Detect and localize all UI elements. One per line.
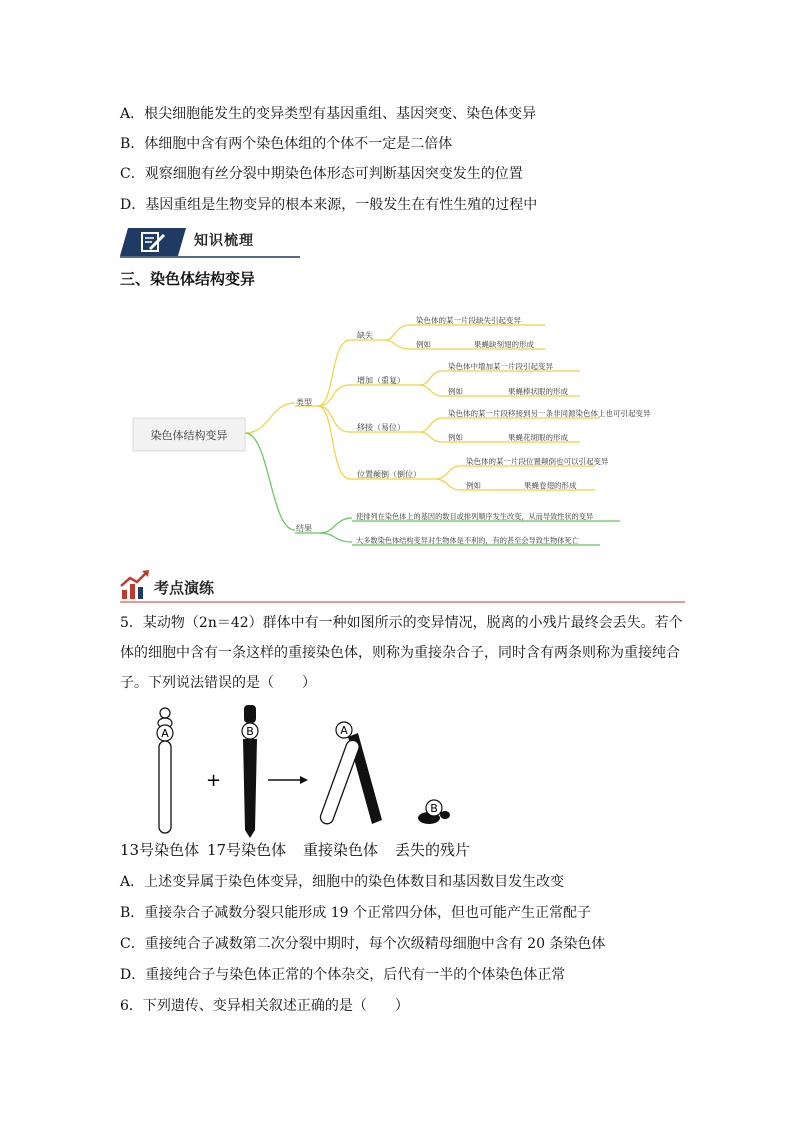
q5-option-a: A．上述变异属于染色体变异，细胞中的染色体数目和基因数目发生改变 <box>120 874 565 890</box>
q5-option-c: C．重接纯合子减数第二次分裂中期时，每个次级精母细胞中含有 20 条染色体 <box>120 936 606 952</box>
inversion-definition: 染色体的某一片段位置颠倒也可以引起变异 <box>466 457 609 466</box>
duplication-example: 果蝇棒状眼的形成 <box>508 387 568 396</box>
caption-fused: 重接染色体 <box>303 841 379 859</box>
deletion-definition: 染色体的某一片段缺失引起变异 <box>416 316 521 325</box>
result-1: 使排列在染色体上的基因的数目或排列顺序发生改变，从而导致性状的变异 <box>356 512 594 521</box>
label-b: B <box>246 725 254 738</box>
caption-chr17: 17号染色体 <box>207 841 287 859</box>
lost-fragment <box>418 800 450 824</box>
chromosome-17 <box>242 705 258 838</box>
arrow-right-icon <box>268 776 308 784</box>
knowledge-banner-label: 知识梳理 <box>194 233 254 249</box>
question-5-line-1: 5．某动物（2n＝42）群体中有一种如图所示的变异情况，脱离的小残片最终会丢失。若个 <box>120 615 683 631</box>
deletion-example-label: 例如 <box>416 340 431 349</box>
label-a: A <box>161 727 169 740</box>
inversion-label: 位置颠倒（倒位） <box>357 470 421 479</box>
question-5-line-3: 子。下列说法错误的是（ ） <box>120 675 316 691</box>
plus-sign: + <box>206 770 222 791</box>
q5-option-d: D．重接纯合子与染色体正常的个体杂交，后代有一半的个体染色体正常 <box>120 967 566 983</box>
option-a: A．根尖细胞能发生的变异类型有基因重组、基因突变、染色体变异 <box>120 106 537 122</box>
label-b-fragment: B <box>430 802 438 815</box>
mindmap-types: 类型 <box>296 398 312 407</box>
caption-fragment: 丢失的残片 <box>395 841 471 859</box>
question-6-stem: 6．下列遗传、变异相关叙述正确的是（ ） <box>120 998 409 1014</box>
option-c: C．观察细胞有丝分裂中期染色体形态可判断基因突变发生的位置 <box>120 166 523 182</box>
option-b: B．体细胞中含有两个染色体组的个体不一定是二倍体 <box>120 136 453 152</box>
knowledge-banner <box>120 226 300 260</box>
fused-chromosome <box>319 722 382 826</box>
practice-banner <box>120 568 685 604</box>
translocation-example-label: 例如 <box>448 433 463 442</box>
mindmap <box>130 308 651 553</box>
deletion-label: 缺失 <box>357 331 373 340</box>
translocation-definition: 染色体的某一片段移接到另一条非同源染色体上也可引起变异 <box>448 409 651 418</box>
inversion-example-label: 例如 <box>466 481 481 490</box>
q5-option-b: B．重接杂合子减数分裂只能形成 19 个正常四分体，但也可能产生正常配子 <box>120 905 592 921</box>
question-5-stem <box>120 608 685 698</box>
question-5-line-2: 体的细胞中含有一条这样的重接染色体，则称为重接杂合子，同时含有两条则称为重接纯合 <box>120 645 680 661</box>
duplication-label: 增加（重复） <box>357 376 405 385</box>
mindmap-result: 结果 <box>296 524 312 533</box>
inversion-example: 果蝇卷翅的形成 <box>524 481 577 490</box>
practice-banner-label: 考点演练 <box>154 579 215 597</box>
mindmap-root: 染色体结构变异 <box>150 429 228 442</box>
duplication-example-label: 例如 <box>448 387 463 396</box>
translocation-label: 移接（易位） <box>357 423 405 432</box>
caption-chr13: 13号染色体 <box>120 841 200 859</box>
result-2: 大多数染色体结构变异对生物体是不利的，有的甚至会导致生物体死亡 <box>356 536 579 545</box>
label-a-fused: A <box>340 724 348 737</box>
deletion-example: 果蝇缺刻翅的形成 <box>474 340 534 349</box>
translocation-example: 果蝇花斑眼的形成 <box>508 433 568 442</box>
duplication-definition: 染色体中增加某一片段引起变异 <box>448 362 553 371</box>
option-d: D．基因重组是生物变异的根本来源，一般发生在有性生殖的过程中 <box>120 197 538 213</box>
chromosome-figure <box>120 700 490 840</box>
section-title: 三、染色体结构变异 <box>120 270 256 288</box>
chromosome-13 <box>157 708 173 833</box>
bar-chart-arrow-icon <box>121 570 149 599</box>
